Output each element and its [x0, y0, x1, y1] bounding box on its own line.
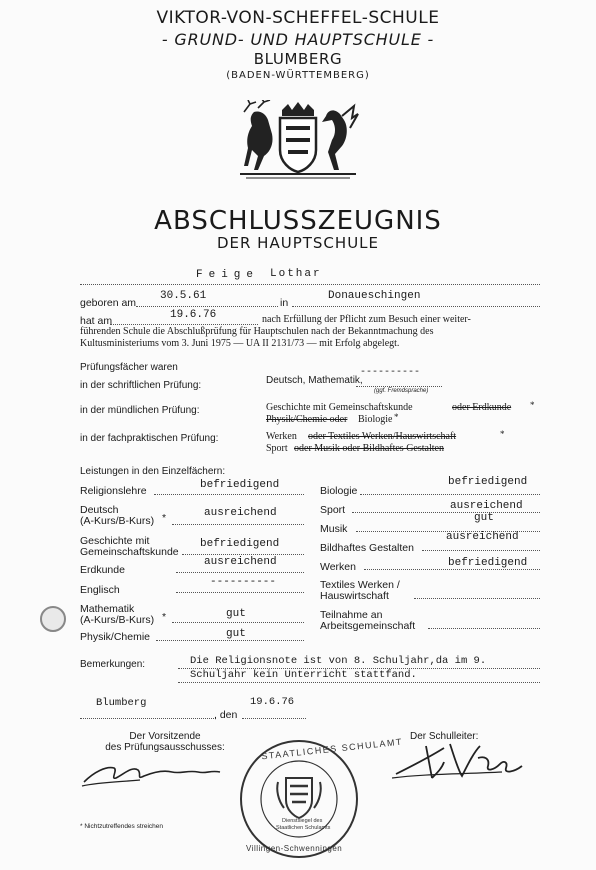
- exam-text-2: führenden Schule die Abschlußprüfung für Hauptschulen nach der Bekanntmachung des: [80, 326, 434, 337]
- grade-subject-textile: Textiles Werken /: [320, 579, 400, 591]
- oral-label: in der mündlichen Prüfung:: [80, 405, 200, 416]
- issue-date: 19.6.76: [250, 696, 295, 708]
- exam-text-3: Kultusministeriums vom 3. Juni 1975 — UA II 2131/73 — mit Erfolg abgelegt.: [80, 338, 400, 349]
- grade-subject-workgroup-2: Arbeitsgemeinschaft: [320, 620, 416, 632]
- exam-date: 19.6.76: [170, 309, 217, 321]
- grade-value-biology: befriedigend: [448, 476, 528, 488]
- born-date-line: [136, 306, 278, 307]
- grade-subject-sport: Sport: [320, 504, 346, 516]
- exams-heading: Prüfungsfächer waren: [80, 362, 178, 373]
- oral-star-2: *: [394, 412, 399, 422]
- born-label: geboren am: [80, 297, 137, 309]
- school-type: - GRUND- UND HAUPTSCHULE -: [161, 30, 435, 49]
- place: Blumberg: [96, 697, 147, 709]
- grade-value-crafts: befriedigend: [448, 557, 528, 569]
- grade-value-history: befriedigend: [200, 538, 280, 550]
- exam-label: hat am: [80, 315, 113, 327]
- grade-subject-art: Bildhaftes Gestalten: [320, 542, 414, 554]
- written-value: Deutsch, Mathematik,: [266, 375, 363, 386]
- practical-value-1: Werken: [266, 431, 297, 442]
- place-line: [80, 718, 216, 719]
- issue-date-line: [242, 718, 306, 719]
- school-name: VIKTOR-VON-SCHEFFEL-SCHULE: [156, 8, 440, 28]
- grade-subject-religion: Religionslehre: [80, 485, 147, 497]
- grade-value-sport: ausreichend: [450, 500, 523, 512]
- written-dashes: ----------: [360, 367, 421, 378]
- stamp-bottom-text: Villingen-Schwenningen: [246, 844, 343, 853]
- grade-line-sport: [352, 512, 540, 513]
- surname: Feige: [196, 269, 260, 281]
- in-label: in: [280, 297, 289, 309]
- grade-subject-textile-2: Hauswirtschaft: [320, 590, 389, 602]
- oral-value-1: Geschichte mit Gemeinschaftskunde: [266, 402, 413, 413]
- oral-struck-1: oder Erdkunde: [452, 402, 512, 413]
- grade-line-biology: [360, 494, 540, 495]
- name-line: [80, 284, 540, 285]
- grade-line-english: [176, 592, 304, 593]
- grade-subject-geography: Erdkunde: [80, 564, 125, 576]
- stamp-center-2: Staatlichen Schulamts: [276, 825, 331, 831]
- grade-value-music: gut: [474, 512, 494, 524]
- firstname: Lothar: [270, 268, 322, 280]
- oral-star-1: *: [530, 400, 535, 410]
- footnote: * Nichtzutreffendes streichen: [80, 823, 163, 830]
- punch-hole: [40, 606, 66, 632]
- grade-value-math: gut: [226, 608, 246, 620]
- remarks-line-2: Schuljahr kein Unterricht stattfand.: [190, 669, 417, 681]
- practical-label: in der fachpraktischen Prüfung:: [80, 433, 219, 444]
- grade-line-geography: [176, 572, 304, 573]
- grade-subject-german-course: (A-Kurs/B-Kurs): [80, 515, 155, 527]
- stamp-center-1: Dienstsiegel des: [282, 818, 323, 824]
- grade-subject-physics: Physik/Chemie: [80, 631, 151, 643]
- oral-struck-2: Physik/Chemie oder: [266, 414, 348, 425]
- grade-star-german: *: [162, 512, 167, 524]
- grade-line-german: [172, 524, 304, 525]
- coat-of-arms-icon: [236, 100, 360, 184]
- exam-date-line: [110, 324, 258, 325]
- grade-value-physics: gut: [226, 628, 246, 640]
- school-state: (BADEN-WÜRTTEMBERG): [226, 70, 370, 81]
- grade-subject-crafts: Werken: [320, 561, 356, 573]
- grade-subject-english: Englisch: [80, 584, 120, 596]
- born-date: 30.5.61: [160, 290, 207, 302]
- chair-title-1: Der Vorsitzende: [129, 731, 201, 742]
- practical-struck-2: oder Musik oder Bildhaftes Gestalten: [294, 443, 444, 454]
- certificate-title: ABSCHLUSSZEUGNIS: [154, 206, 442, 236]
- school-city: BLUMBERG: [253, 50, 343, 68]
- grade-subject-workgroup: Teilnahme an: [320, 609, 383, 621]
- remarks-line-1: Die Religionsnote ist von 8. Schuljahr,da im 9.: [190, 655, 487, 667]
- written-label: in der schriftlichen Prüfung:: [80, 380, 202, 391]
- grade-subject-history: Geschichte mit: [80, 535, 150, 547]
- principal-title: Der Schulleiter:: [410, 731, 479, 742]
- grade-line-physics: [156, 640, 304, 641]
- grade-line-math: [172, 622, 304, 623]
- written-line: [356, 386, 442, 387]
- grade-subject-history-2: Gemeinschaftskunde: [80, 546, 179, 558]
- grade-subject-math-course: (A-Kurs/B-Kurs): [80, 614, 155, 626]
- stamp-top-text: STAATLICHES SCHULAMT: [260, 736, 404, 762]
- exam-text-1: nach Erfüllung der Pflicht zum Besuch einer weiter-: [262, 314, 471, 325]
- grade-value-geography: ausreichend: [204, 556, 277, 568]
- oral-value-2: Biologie: [358, 414, 393, 425]
- written-note: (ggf. Fremdsprache): [374, 388, 429, 394]
- grade-subject-music: Musik: [320, 523, 348, 535]
- grade-line-religion: [154, 494, 304, 495]
- den-label: , den: [214, 709, 238, 721]
- birthplace: Donaueschingen: [328, 290, 421, 302]
- certificate-subtitle: DER HAUPTSCHULE: [216, 234, 380, 252]
- grade-line-workgroup: [428, 628, 540, 629]
- grades-heading: Leistungen in den Einzelfächern:: [80, 466, 226, 477]
- grade-value-german: ausreichend: [204, 507, 277, 519]
- grade-star-math: *: [162, 611, 167, 623]
- grade-subject-biology: Biologie: [320, 485, 358, 497]
- grade-line-textile: [414, 598, 540, 599]
- grade-value-religion: befriedigend: [200, 479, 280, 491]
- grade-line-history: [182, 554, 304, 555]
- grade-subject-math: Mathematik: [80, 603, 135, 615]
- remarks-label: Bemerkungen:: [80, 659, 146, 670]
- practical-struck-1: oder Textiles Werken/Hauswirtschaft: [308, 431, 457, 442]
- grade-value-english: ----------: [210, 576, 277, 588]
- chair-signature-icon: [80, 752, 230, 792]
- grade-value-art: ausreichend: [446, 531, 519, 543]
- grade-line-crafts: [364, 569, 540, 570]
- grade-line-art: [422, 550, 540, 551]
- practical-value-2: Sport: [266, 443, 288, 454]
- remarks-underline-2: [178, 682, 540, 683]
- chair-title-2: des Prüfungsausschusses:: [105, 742, 225, 753]
- principal-signature-icon: [392, 738, 532, 784]
- grade-subject-german: Deutsch: [80, 504, 119, 516]
- practical-star-1: *: [500, 429, 505, 439]
- birthplace-line: [292, 306, 540, 307]
